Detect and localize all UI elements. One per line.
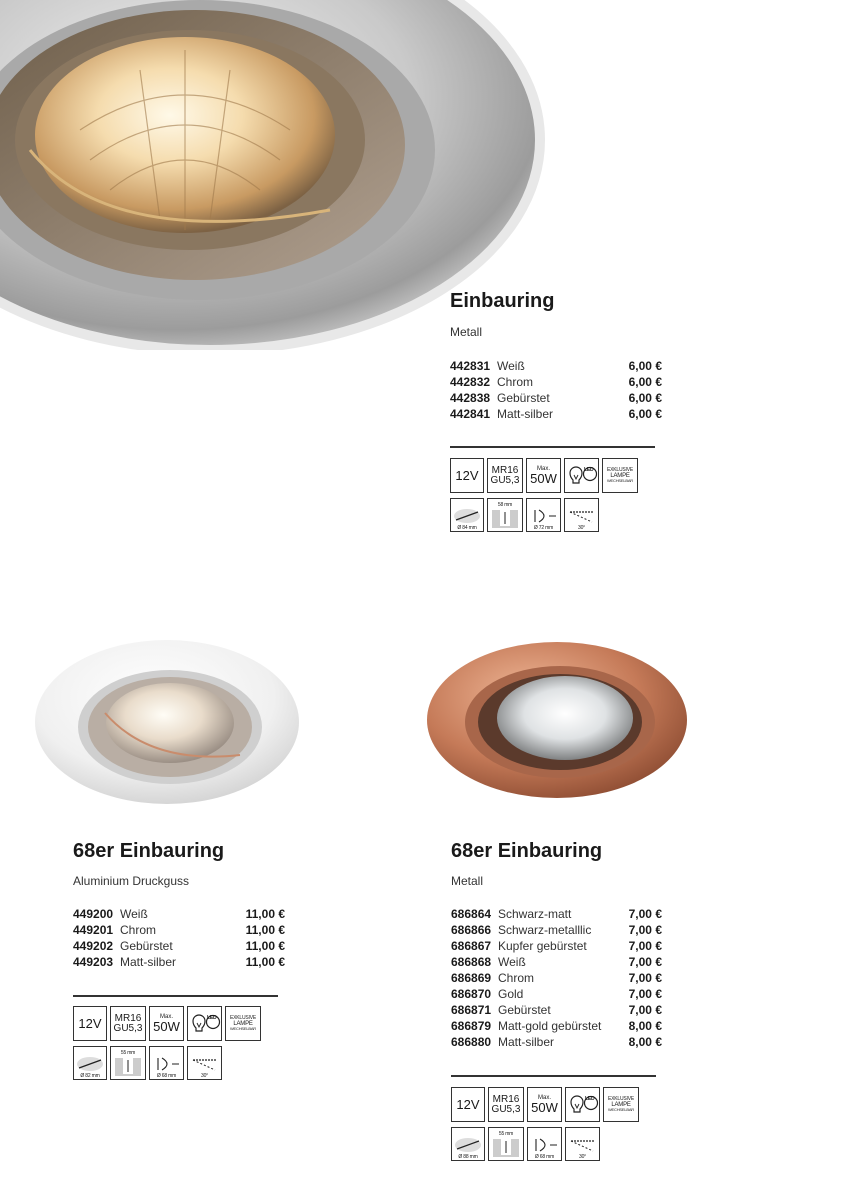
price-row bbox=[450, 374, 662, 390]
variant: Chrom bbox=[120, 923, 157, 937]
variant: Schwarz-metalllic bbox=[498, 923, 592, 937]
variant: Schwarz-matt bbox=[498, 907, 572, 921]
product-material: Aluminium Druckguss bbox=[73, 874, 190, 888]
price: 7,00 € bbox=[628, 955, 662, 969]
price: 8,00 € bbox=[628, 1035, 662, 1049]
price: 11,00 € bbox=[245, 939, 285, 953]
price-row bbox=[451, 1002, 662, 1018]
sku: 686871 bbox=[451, 1003, 492, 1017]
variant: Weiß bbox=[497, 359, 525, 373]
product-title: 68er Einbauring bbox=[451, 840, 603, 862]
sku: 686869 bbox=[451, 971, 492, 985]
cutout-icon: Ø 68 mm bbox=[149, 1046, 184, 1080]
bulb-led-icon: LED bbox=[564, 458, 599, 493]
price: 7,00 € bbox=[628, 939, 662, 953]
diameter-icon: Ø 88 mm bbox=[451, 1127, 485, 1161]
sku: 442832 bbox=[450, 375, 491, 389]
price: 7,00 € bbox=[628, 987, 662, 1001]
price-row bbox=[451, 954, 662, 970]
variant: Kupfer gebürstet bbox=[498, 939, 587, 953]
price-row bbox=[451, 906, 662, 922]
wattage-badge: Max. 50W bbox=[526, 458, 561, 493]
price-row bbox=[73, 938, 285, 954]
bulb-led-icon: LED bbox=[565, 1087, 600, 1122]
price-row bbox=[450, 358, 662, 374]
diameter-icon: Ø 82 mm bbox=[73, 1046, 107, 1080]
voltage-badge: 12V bbox=[450, 458, 484, 493]
price-row bbox=[451, 1034, 662, 1050]
price-row bbox=[73, 954, 285, 970]
sku: 442838 bbox=[450, 391, 491, 405]
variant: Chrom bbox=[498, 971, 535, 985]
variant: Matt-silber bbox=[497, 407, 554, 421]
price-row bbox=[451, 986, 662, 1002]
price: 6,00 € bbox=[628, 375, 662, 389]
socket-badge: MR16 GU5,3 bbox=[488, 1087, 524, 1122]
sku: 686864 bbox=[451, 907, 492, 921]
variant: Gold bbox=[498, 987, 524, 1001]
price-row bbox=[451, 1018, 662, 1034]
divider-rule bbox=[451, 1075, 656, 1077]
tilt-angle-icon: 30° bbox=[565, 1127, 600, 1161]
wattage-badge: Max. 50W bbox=[527, 1087, 562, 1122]
divider-rule bbox=[450, 446, 655, 448]
bulb-led-icon: LED bbox=[187, 1006, 222, 1041]
price-row bbox=[451, 970, 662, 986]
variant: Weiß bbox=[120, 907, 148, 921]
variant: Gebürstet bbox=[498, 1003, 551, 1017]
price: 8,00 € bbox=[628, 1019, 662, 1033]
sku: 686879 bbox=[451, 1019, 492, 1033]
sku: 686866 bbox=[451, 923, 492, 937]
voltage-badge: 12V bbox=[73, 1006, 107, 1041]
sku: 686867 bbox=[451, 939, 492, 953]
wattage-badge: Max. 50W bbox=[149, 1006, 184, 1041]
depth-icon: 55 mm bbox=[488, 1127, 524, 1161]
cutout-icon: Ø 68 mm bbox=[527, 1127, 562, 1161]
price-row bbox=[73, 906, 285, 922]
price-row bbox=[450, 406, 662, 422]
price: 7,00 € bbox=[628, 923, 662, 937]
voltage-badge: 12V bbox=[451, 1087, 485, 1122]
price: 11,00 € bbox=[245, 955, 285, 969]
price: 7,00 € bbox=[628, 1003, 662, 1017]
tilt-angle-icon: 30° bbox=[564, 498, 599, 532]
depth-icon: 55 mm bbox=[110, 1046, 146, 1080]
price-row bbox=[451, 922, 662, 938]
price: 6,00 € bbox=[628, 391, 662, 405]
variant: Gebürstet bbox=[120, 939, 173, 953]
tilt-angle-icon: 30° bbox=[187, 1046, 222, 1080]
variant: Gebürstet bbox=[497, 391, 550, 405]
sku: 449200 bbox=[73, 907, 114, 921]
spec-icons bbox=[73, 1006, 263, 1082]
variant: Matt-silber bbox=[120, 955, 177, 969]
sku: 442841 bbox=[450, 407, 491, 421]
cutout-icon: Ø 72 mm bbox=[526, 498, 561, 532]
price-row bbox=[451, 938, 662, 954]
sku: 449201 bbox=[73, 923, 114, 937]
sku: 449202 bbox=[73, 939, 114, 953]
sku: 686870 bbox=[451, 987, 492, 1001]
price: 7,00 € bbox=[628, 971, 662, 985]
divider-rule bbox=[73, 995, 278, 997]
product-photo-copper-ring bbox=[425, 640, 690, 800]
product-material: Metall bbox=[450, 325, 483, 339]
sku: 442831 bbox=[450, 359, 491, 373]
socket-badge: MR16 GU5,3 bbox=[487, 458, 523, 493]
sku: 449203 bbox=[73, 955, 114, 969]
exclusive-lamp-badge: EXKLUSIVE LAMPE WECHSELBAR bbox=[602, 458, 638, 493]
sku: 686880 bbox=[451, 1035, 492, 1049]
price: 6,00 € bbox=[628, 407, 662, 421]
variant: Weiß bbox=[498, 955, 526, 969]
price: 6,00 € bbox=[628, 359, 662, 373]
depth-icon: 58 mm bbox=[487, 498, 523, 532]
product-photo-white-ring bbox=[30, 635, 305, 810]
price-row bbox=[450, 390, 662, 406]
variant: Matt-silber bbox=[498, 1035, 555, 1049]
price: 11,00 € bbox=[245, 923, 285, 937]
price: 7,00 € bbox=[628, 907, 662, 921]
exclusive-lamp-badge: EXKLUSIVE LAMPE WECHSELBAR bbox=[603, 1087, 639, 1122]
price-row bbox=[73, 922, 285, 938]
product-title: Einbauring bbox=[450, 290, 555, 312]
product-title: 68er Einbauring bbox=[73, 840, 225, 862]
diameter-icon: Ø 84 mm bbox=[450, 498, 484, 532]
sku: 686868 bbox=[451, 955, 492, 969]
spec-icons bbox=[450, 458, 640, 534]
exclusive-lamp-badge: EXKLUSIVE LAMPE WECHSELBAR bbox=[225, 1006, 261, 1041]
price: 11,00 € bbox=[245, 907, 285, 921]
product-material: Metall bbox=[451, 874, 484, 888]
variant: Chrom bbox=[497, 375, 534, 389]
spec-icons bbox=[451, 1087, 641, 1163]
variant: Matt-gold gebürstet bbox=[498, 1019, 602, 1033]
socket-badge: MR16 GU5,3 bbox=[110, 1006, 146, 1041]
